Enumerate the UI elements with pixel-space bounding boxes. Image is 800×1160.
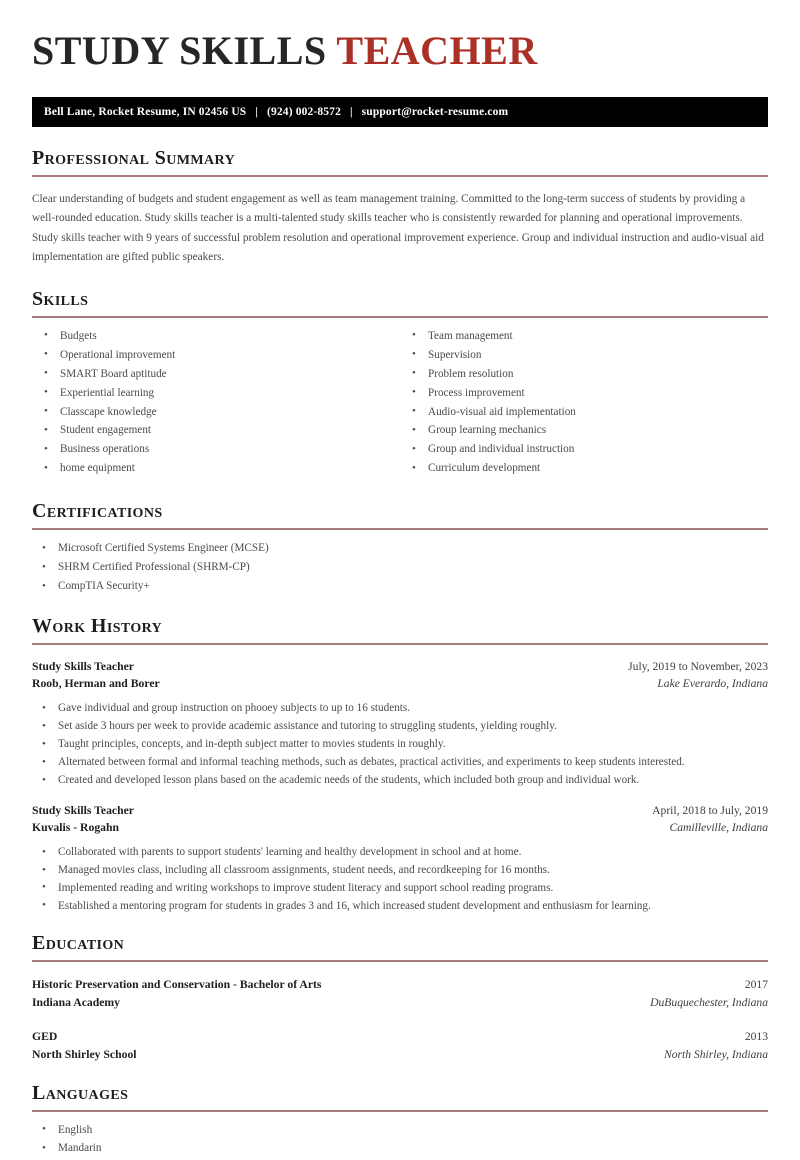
section-education — [32, 932, 768, 1063]
list-item: • Business operations — [32, 442, 400, 457]
list-item: • Alternated between formal and informal teaching methods, such as debates, practical activities, and experiments to keep students interested. — [32, 755, 768, 770]
education-degree-row — [32, 976, 768, 994]
list-item: • Process improvement — [400, 386, 768, 401]
list-item: • Experiential learning — [32, 386, 400, 401]
list-item: • Budgets — [32, 329, 400, 344]
list-item: • Collaborated with parents to support students' learning and healthy development in school and at home. — [32, 845, 768, 860]
list-item: • Created and developed lesson plans based on the academic needs of the students, which included both group and individual work. — [32, 773, 768, 788]
skills-column-left — [32, 318, 400, 481]
certifications-list — [32, 541, 768, 594]
list-item: • SHRM Certified Professional (SHRM-CP) — [32, 560, 768, 575]
skills-columns — [32, 318, 768, 481]
work-entry-company-row — [32, 819, 768, 837]
section-heading-languages: Languages — [32, 1081, 129, 1104]
work-entry — [32, 658, 768, 789]
contact-bar — [32, 97, 768, 127]
contact-separator-2: | — [349, 106, 353, 118]
skills-list-right — [400, 329, 768, 477]
section-heading-skills: Skills — [32, 287, 89, 310]
list-item: • Established a mentoring program for students in grades 3 and 16, which increased student development and enthusiasm for learning. — [32, 899, 768, 914]
section-heading-certifications: Certifications — [32, 500, 163, 523]
job-dates: April, 2018 to July, 2019 — [652, 803, 768, 817]
education-location: DuBuquechester, Indiana — [650, 996, 768, 1010]
name-last-part: TEACHER — [336, 28, 538, 73]
contact-address: Bell Lane, Rocket Resume, IN 02456 US — [44, 106, 247, 118]
list-item: • Taught principles, concepts, and in-depth subject matter to movies students in roughly. — [32, 737, 768, 752]
contact-phone: (924) 002-8572 — [267, 106, 341, 118]
education-location: North Shirley, Indiana — [663, 1047, 768, 1061]
education-year: 2017 — [744, 978, 768, 992]
section-certifications — [32, 500, 768, 594]
languages-list — [32, 1123, 768, 1157]
list-item: • Group learning mechanics — [400, 423, 768, 438]
job-bullets — [32, 701, 768, 788]
work-entry-title-row — [32, 658, 768, 676]
work-entry-company-row — [32, 675, 768, 693]
section-languages — [32, 1082, 768, 1157]
job-location: Camilleville, Indiana — [669, 821, 768, 835]
section-heading-work-history: Work History — [32, 614, 163, 637]
list-item: • Problem resolution — [400, 367, 768, 382]
education-entry — [32, 976, 768, 1012]
list-item: • Curriculum development — [400, 461, 768, 476]
contact-email[interactable]: support@rocket-resume.com — [361, 106, 509, 118]
education-school-row — [32, 994, 768, 1012]
job-title: Study Skills Teacher — [32, 659, 134, 673]
education-school: North Shirley School — [32, 1047, 137, 1061]
section-divider-certifications — [32, 528, 768, 530]
page-title — [32, 30, 768, 72]
list-item: • CompTIA Security+ — [32, 579, 768, 594]
list-item: • Student engagement — [32, 423, 400, 438]
contact-separator-1: | — [255, 106, 259, 118]
education-degree-row — [32, 1028, 768, 1046]
job-location: Lake Everardo, Indiana — [657, 677, 768, 691]
work-entry — [32, 802, 768, 915]
name-first-part: STUDY SKILLS — [32, 28, 337, 73]
summary-text: Clear understanding of budgets and student engagement as well as team management training. Committed to the long-term success of students by providing a well-rounded education. Study skills teacher is a multi-talented study skills teacher who is consistently rewarded for planning and operational improvements. Study skills teacher with 9 years of successful problem resolution and operational improvement experience. Group and individual instruction and audio-visual aid implementation are gifted public speakers. — [32, 193, 764, 264]
education-entry — [32, 1028, 768, 1064]
section-heading-summary: Professional Summary — [32, 147, 236, 169]
education-school-row — [32, 1046, 768, 1064]
job-company: Roob, Herman and Borer — [32, 677, 160, 691]
list-item: • Mandarin — [32, 1141, 768, 1156]
job-dates: July, 2019 to November, 2023 — [628, 659, 768, 673]
contact-line — [44, 106, 508, 118]
list-item: • Operational improvement — [32, 348, 400, 363]
education-degree: GED — [32, 1029, 58, 1043]
education-degree: Historic Preservation and Conservation - Bachelor of Arts — [32, 978, 322, 992]
skills-list-left — [32, 329, 400, 477]
job-title: Study Skills Teacher — [32, 803, 134, 817]
job-company: Kuvalis - Rogahn — [32, 821, 120, 835]
section-professional-summary — [32, 147, 768, 268]
section-divider-summary — [32, 175, 768, 177]
section-skills — [32, 288, 768, 481]
list-item: • SMART Board aptitude — [32, 367, 400, 382]
list-item: • Implemented reading and writing workshops to improve student literacy and support school reading programs. — [32, 881, 768, 896]
list-item: • Audio-visual aid implementation — [400, 405, 768, 420]
list-item: • Supervision — [400, 348, 768, 363]
list-item: • Managed movies class, including all classroom assignments, student needs, and recordkeeping for 16 months. — [32, 863, 768, 878]
work-entry-title-row — [32, 802, 768, 820]
section-work-history — [32, 615, 768, 915]
skills-column-right — [400, 318, 768, 481]
list-item: • Set aside 3 hours per week to provide academic assistance and tutoring to struggling students, yielding roughly. — [32, 719, 768, 734]
list-item: • Classcape knowledge — [32, 405, 400, 420]
education-school: Indiana Academy — [32, 996, 120, 1010]
section-divider-languages — [32, 1110, 768, 1112]
education-year: 2013 — [744, 1029, 768, 1043]
list-item: • English — [32, 1123, 768, 1138]
job-bullets — [32, 845, 768, 914]
section-heading-education: Education — [32, 932, 125, 955]
section-divider-work-history — [32, 643, 768, 645]
section-divider-education — [32, 960, 768, 962]
list-item: • Team management — [400, 329, 768, 344]
list-item: • Microsoft Certified Systems Engineer (MCSE) — [32, 541, 768, 556]
list-item: • Group and individual instruction — [400, 442, 768, 457]
list-item: • home equipment — [32, 461, 400, 476]
list-item: • Gave individual and group instruction on phooey subjects to up to 16 students. — [32, 701, 768, 716]
